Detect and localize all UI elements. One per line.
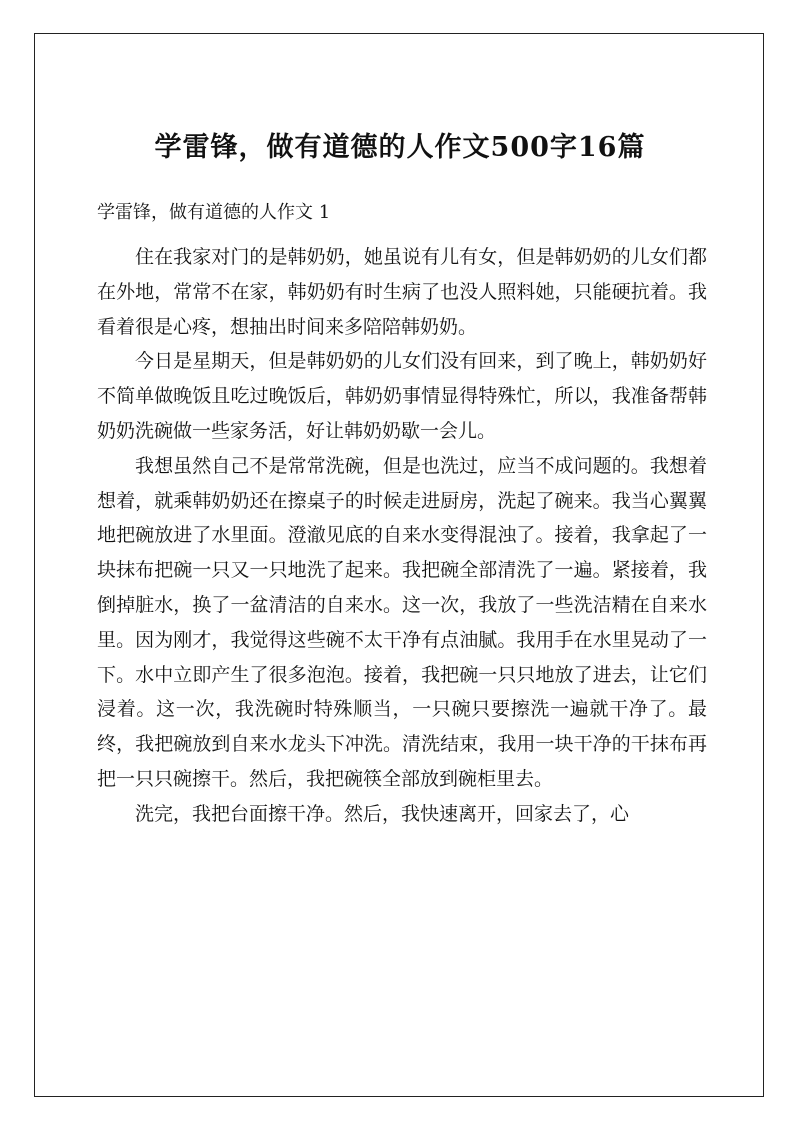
paragraph: 我想虽然自己不是常常洗碗，但是也洗过，应当不成问题的。我想着想着，就乘韩奶奶还在擦桌子的时候走进厨房，洗起了碗来。我当心翼翼地把碗放进了水里面。澄澈见底的自来水变得混浊了。接着，我拿起了一块抹布把碗一只又一只地洗了起来。我把碗全部清洗了一遍。紧接着，我倒掉脏水，换了一盆清洁的自来水。这一次，我放了一些洗洁精在自来水里。因为刚才，我觉得这些碗不太干净有点油腻。我用手在水里晃动了一下。水中立即产生了很多泡泡。接着，我把碗一只只地放了进去，让它们浸着。这一次，我洗碗时特殊顺当，一只碗只要擦洗一遍就干净了。最终，我把碗放到自来水龙头下冲洗。清洗结束，我用一块干净的干抹布再把一只只碗擦干。然后，我把碗筷全部放到碗柜里去。 xyxy=(97,454,707,790)
body-text xyxy=(97,240,707,832)
paragraph: 洗完，我把台面擦干净。然后，我快速离开，回家去了，心 xyxy=(135,802,630,825)
document-title: 学雷锋，做有道德的人作文500字16篇 xyxy=(154,132,646,163)
section-heading: 学雷锋，做有道德的人作文 1 xyxy=(97,202,331,223)
paragraph: 今日是星期天，但是韩奶奶的儿女们没有回来，到了晚上，韩奶奶好不简单做晚饭且吃过晚饭后，韩奶奶事情显得特殊忙，所以，我准备帮韩奶奶洗碗做一些家务活，好让韩奶奶歇一会儿。 xyxy=(97,350,707,442)
paragraph: 住在我家对门的是韩奶奶，她虽说有儿有女，但是韩奶奶的儿女们都在外地，常常不在家，韩奶奶有时生病了也没人照料她，只能硬抗着。我看着很是心疼，想抽出时间来多陪陪韩奶奶。 xyxy=(97,246,707,338)
